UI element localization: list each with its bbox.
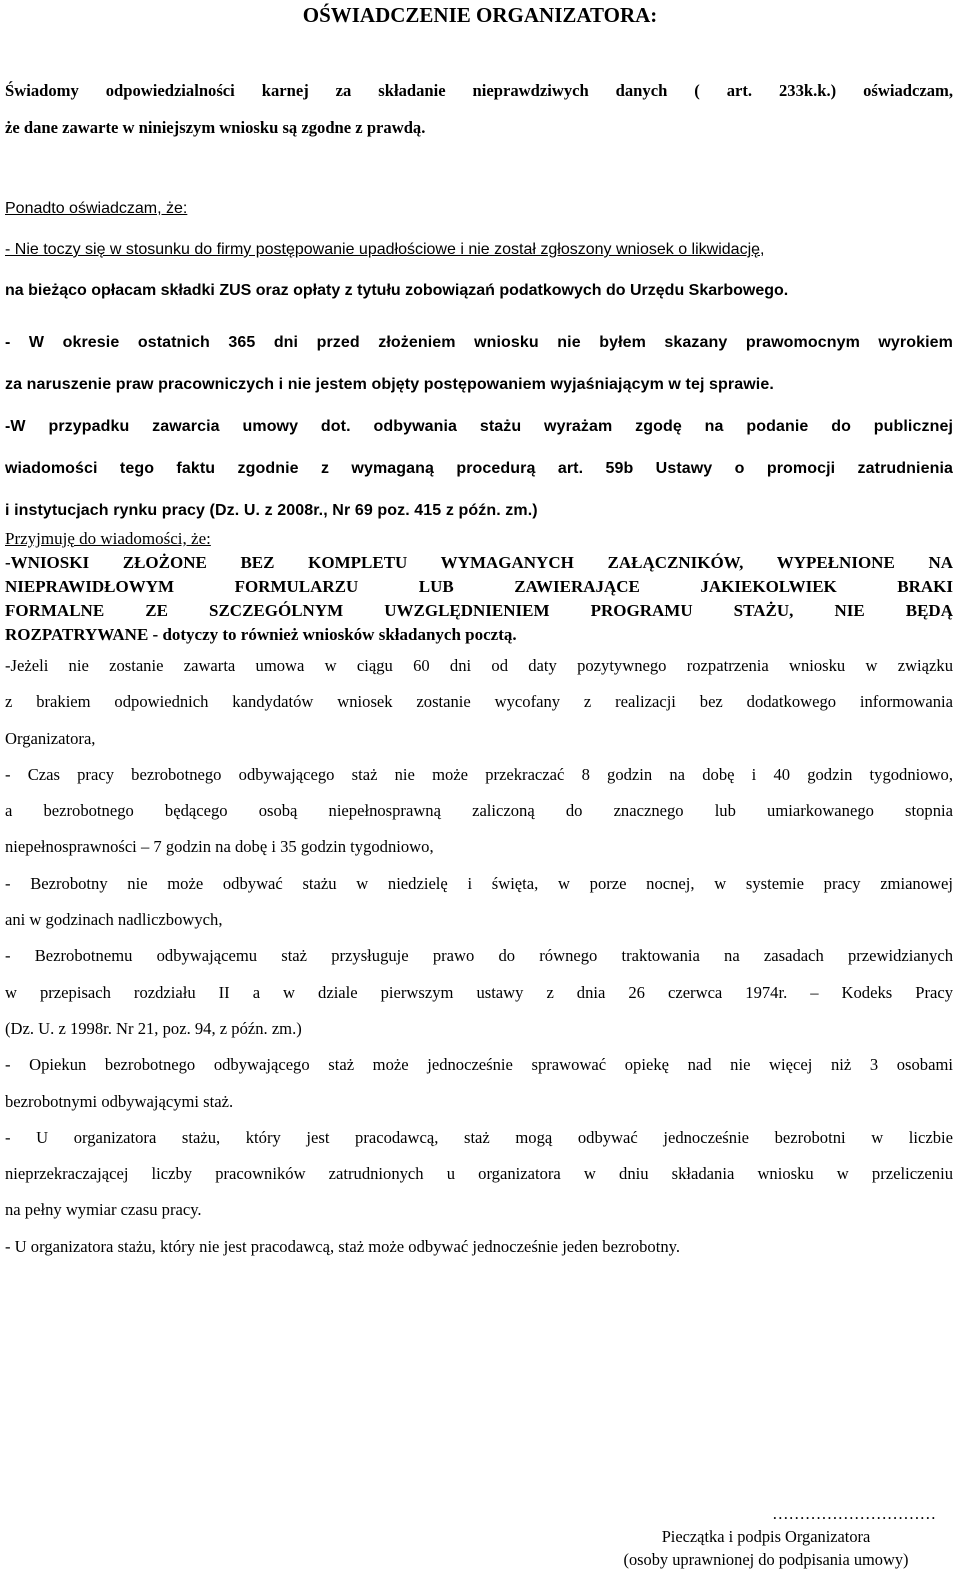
condition-5a: - Opiekun bezrobotnego odbywającego staż może jednocześnie sprawować opiekę nad nie więcej niż 3 osobami [5,1055,953,1075]
intro-line-1-left: Świadomy odpowiedzialności karnej za składanie nieprawdziwych danych ( art. 233k.k.) [5,81,837,100]
acknowledgement-caps-1: -WNIOSKI ZŁOŻONE BEZ KOMPLETU WYMAGANYCH ZAŁĄCZNIKÓW, WYPEŁNIONE NA [5,553,953,572]
intro-statement [5,72,953,146]
signature-line: ………………………… [772,1504,936,1523]
declaration-item-3a: -W przypadku zawarcia umowy dot. odbywania stażu wyrażam zgodę na podanie do publicznej [5,418,953,435]
intro-line-2: że dane zawarte w niniejszym wniosku są zgodne z prawdą. [5,118,426,137]
condition-5b: bezrobotnymi odbywającymi staż. [5,1091,234,1111]
ponadto-item-1b: na bieżąco opłacam składki ZUS oraz opłaty z tytułu zobowiązań podatkowych do Urzędu Skarbowego. [5,282,789,299]
signature-sublabel: (osoby uprawnionej do podpisania umowy) [623,1550,909,1569]
declaration-item-3c: i instytucjach rynku pracy (Dz. U. z 2008r., Nr 69 poz. 415 z późn. zm.) [5,502,538,519]
intro-line-1-right: oświadczam, [863,81,953,100]
acknowledgement-caps-3: FORMALNE ZE SZCZEGÓLNYM UWZGLĘDNIENIEM PROGRAMU STAŻU, NIE BĘDĄ [5,601,953,620]
acknowledgement-caps-2: NIEPRAWIDŁOWYM FORMULARZU LUB ZAWIERAJĄCE JAKIEKOLWIEK BRAKI [5,577,953,596]
condition-1b: z brakiem odpowiednich kandydatów wniosek zostanie wycofany z realizacji bez dodatkowego informowania [5,692,953,712]
condition-2c: niepełnosprawności – 7 godzin na dobę i 35 godzin tygodniowo, [5,837,434,857]
declaration-item-2b: za naruszenie praw pracowniczych i nie jestem objęty postępowaniem wyjaśniającym w tej sprawie. [5,376,774,393]
ponadto-item-1a-text: - Nie toczy się w stosunku do firmy postępowanie upadłościowe i nie został zgłoszony wniosek o likwidację, [5,241,765,258]
acknowledgement-caps-4: ROZPATRYWANE - dotyczy to również wniosków składanych pocztą. [5,625,517,644]
declarations-section [5,322,953,532]
ponadto-item-1a [5,237,953,263]
condition-3b: ani w godzinach nadliczbowych, [5,910,223,930]
declaration-item-3b: wiadomości tego faktu zgodnie z wymaganą procedurą art. 59b Ustawy o promocji zatrudnienia [5,460,953,477]
document-title: OŚWIADCZENIE ORGANIZATORA: [302,3,658,27]
condition-6c: na pełny wymiar czasu pracy. [5,1200,202,1220]
acknowledgement-heading: Przyjmuję do wiadomości, że: [5,529,211,548]
ponadto-heading: Ponadto oświadczam, że: [5,200,188,217]
condition-1a: -Jeżeli nie zostanie zawarta umowa w ciągu 60 dni od daty pozytywnego rozpatrzenia wniosku w związku [5,656,953,675]
signature-label: Pieczątka i podpis Organizatora [661,1527,871,1546]
condition-4b: w przepisach rozdziału II a w dziale pierwszym ustawy z dnia 26 czerwca 1974r. – Kodeks Pracy [5,982,953,1002]
signature-block [596,1502,936,1571]
condition-3a: - Bezrobotny nie może odbywać stażu w niedzielę i święta, w porze nocnej, w systemie pracy zmianowej [5,873,953,893]
intro-line-1 [5,72,953,109]
condition-1c: Organizatora, [5,728,96,748]
condition-4c: (Dz. U. z 1998r. Nr 21, poz. 94, z późn. zm.) [5,1018,302,1038]
conditions-section [5,648,953,1265]
condition-2b: a bezrobotnego będącego osobą niepełnosprawną zaliczoną do znacznego lub umiarkowanego stopnia [5,801,953,821]
condition-4a: - Bezrobotnemu odbywającemu staż przysługuje prawo do równego traktowania na zasadach przewidzianych [5,946,953,966]
condition-2a: - Czas pracy bezrobotnego odbywającego staż nie może przekraczać 8 godzin na dobę i 40 godzin tygodniowo, [5,764,953,784]
condition-6a: - U organizatora stażu, który jest pracodawcą, staż mogą odbywać jednocześnie bezrobotni w liczbie [5,1127,953,1147]
acknowledgement-section [5,527,953,647]
condition-6b: nieprzekraczającej liczby pracowników zatrudnionych u organizatora w dniu składania wniosku w przeliczeniu [5,1164,953,1184]
ponadto-section [5,196,953,319]
condition-7: - U organizatora stażu, który nie jest pracodawcą, staż może odbywać jednocześnie jeden bezrobotny. [5,1236,680,1256]
declaration-item-2a: - W okresie ostatnich 365 dni przed złożeniem wniosku nie byłem skazany prawomocnym wyrokiem [5,334,953,351]
